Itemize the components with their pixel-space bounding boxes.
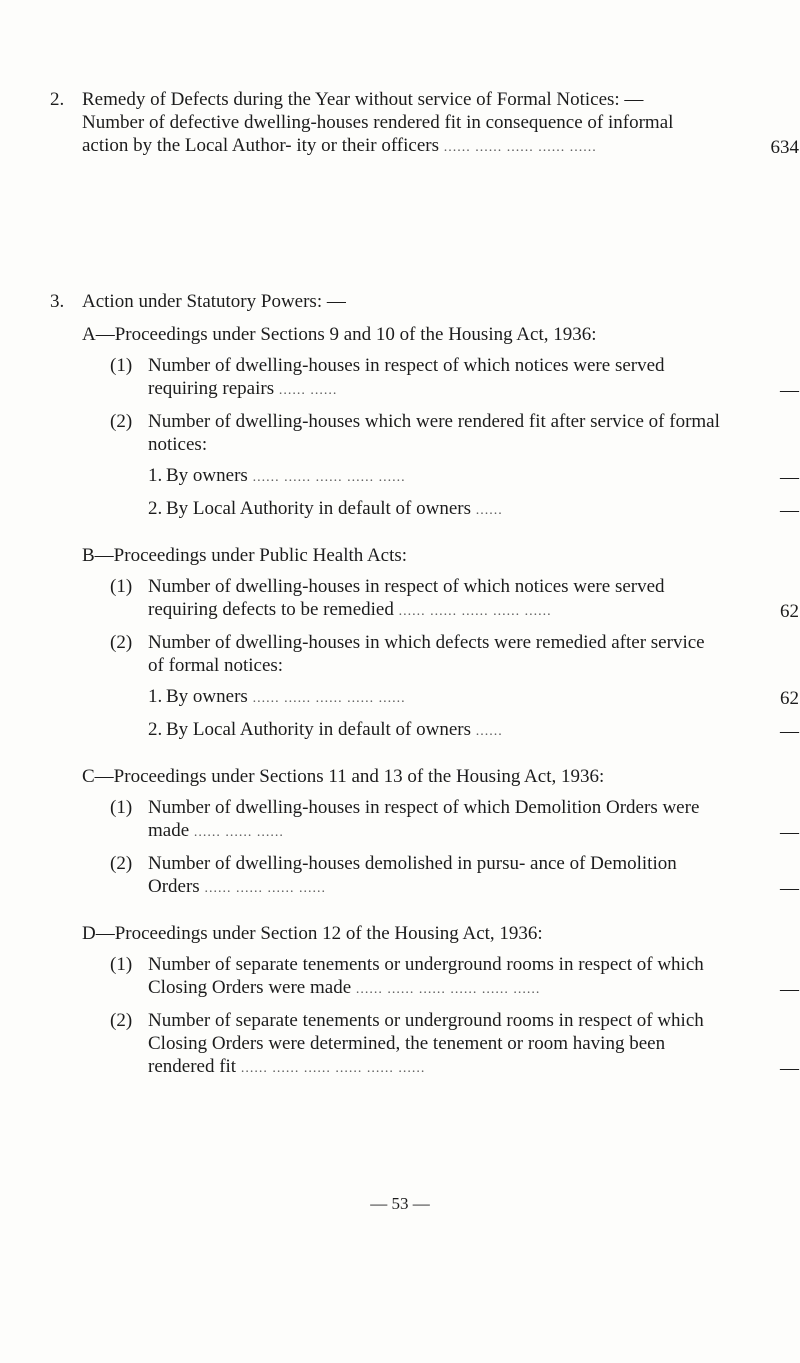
line-text: Number of dwelling-houses in which defects were remedied after service of formal notices: bbox=[148, 632, 705, 676]
subsection-b bbox=[82, 544, 799, 743]
line-item: (1) Number of dwelling-houses in respect of which Demolition Orders were made ...... ...... ...... — bbox=[110, 797, 799, 843]
sub-item: 2. By Local Authority in default of owners ...... — bbox=[148, 719, 799, 742]
line-text: By Local Authority in default of owners bbox=[166, 719, 471, 740]
line-value: — bbox=[780, 979, 799, 1000]
line-item: (2) Number of separate tenements or underground rooms in respect of which Closing Orders were determined, the tenement or room having been rendered fit ...... ...... ...... ...... ...... ...... — bbox=[110, 1010, 799, 1079]
line-text: Number of dwelling-houses in respect of which notices were served requiring repairs bbox=[148, 355, 665, 399]
line-value: — bbox=[780, 380, 799, 401]
line-item: (1) Number of dwelling-houses in respect of which notices were served requiring repairs ...... ...... — bbox=[110, 355, 799, 401]
line-text: Number of dwelling-houses in respect of which Demolition Orders were made bbox=[148, 797, 700, 841]
subsection-heading: A—Proceedings under Sections 9 and 10 of the Housing Act, 1936: bbox=[82, 324, 597, 345]
line-text: Number of dwelling-houses which were rendered fit after service of formal notices: bbox=[148, 411, 720, 455]
sub-item: 1. By owners ...... ...... ...... ...... ...... — bbox=[148, 465, 799, 488]
line-text: Number of separate tenements or underground rooms in respect of which Closing Orders were made bbox=[148, 954, 704, 998]
line-value: 62 bbox=[780, 601, 799, 622]
subsection-heading: C—Proceedings under Sections 11 and 13 of the Housing Act, 1936: bbox=[82, 766, 605, 787]
line-text: Number of separate tenements or underground rooms in respect of which Closing Orders were determined, the tenement or room having been rendered fit bbox=[148, 1010, 704, 1077]
line-value: 634 bbox=[770, 137, 799, 158]
subsection-heading: B—Proceedings under Public Health Acts: bbox=[82, 545, 408, 566]
sub-item: 2. By Local Authority in default of owners ...... — bbox=[148, 498, 799, 521]
line-item: (1) Number of dwelling-houses in respect of which notices were served requiring defects to be remedied ...... ...... ...... ...... ...... 62 bbox=[110, 576, 799, 622]
line-item: Number of defective dwelling-houses rendered fit in consequence of informal action by the Local Author- ity or their officers ...... ...... ...... ...... ...... 634 bbox=[82, 112, 799, 158]
line-value: — bbox=[780, 822, 799, 843]
sub-item: 1. By owners ...... ...... ...... ...... ...... 62 bbox=[148, 686, 799, 709]
subsection-a bbox=[82, 323, 799, 522]
section-heading: Action under Statutory Powers: — bbox=[82, 291, 346, 312]
line-value: — bbox=[780, 467, 799, 488]
subsection-heading: D—Proceedings under Section 12 of the Housing Act, 1936: bbox=[82, 923, 543, 944]
line-item: (2) Number of dwelling-houses which were rendered fit after service of formal notices: 1. By owners ...... ...... ...... ...... ...... — 2. By Local Authority in default of owners ...... — bbox=[110, 411, 799, 521]
line-value: — bbox=[780, 500, 799, 521]
subsection-d bbox=[82, 922, 799, 1080]
line-text: By owners bbox=[166, 686, 248, 707]
page-number: — 53 — bbox=[370, 1194, 430, 1213]
section-3 bbox=[50, 290, 799, 1080]
line-text: Number of defective dwelling-houses rendered fit in consequence of informal action by the Local Author- ity or their officers bbox=[82, 112, 674, 156]
line-text: Number of dwelling-houses demolished in pursu- ance of Demolition Orders bbox=[148, 853, 677, 897]
line-item: (1) Number of separate tenements or underground rooms in respect of which Closing Orders were made ...... ...... ...... ...... ...... ...... — bbox=[110, 954, 799, 1000]
line-value: — bbox=[780, 878, 799, 899]
line-value: 62 bbox=[780, 688, 799, 709]
section-number: 3. bbox=[50, 291, 65, 312]
line-value: — bbox=[780, 721, 799, 742]
subsection-c bbox=[82, 765, 799, 900]
section-heading: Remedy of Defects during the Year without service of Formal Notices: — bbox=[82, 89, 644, 110]
line-item: (2) Number of dwelling-houses demolished in pursu- ance of Demolition Orders ...... ...... ...... ...... — bbox=[110, 853, 799, 899]
line-text: By owners bbox=[166, 465, 248, 486]
section-number: 2. bbox=[50, 89, 65, 110]
line-item: (2) Number of dwelling-houses in which defects were remedied after service of formal notices: 1. By owners ...... ...... ...... ...... ...... 62 2. By Local Authority in default of owners ...... — bbox=[110, 632, 799, 742]
line-value: — bbox=[780, 1058, 799, 1079]
line-text: By Local Authority in default of owners bbox=[166, 498, 471, 519]
section-2 bbox=[50, 88, 799, 159]
line-text: Number of dwelling-houses in respect of which notices were served requiring defects to be remedied bbox=[148, 576, 665, 620]
